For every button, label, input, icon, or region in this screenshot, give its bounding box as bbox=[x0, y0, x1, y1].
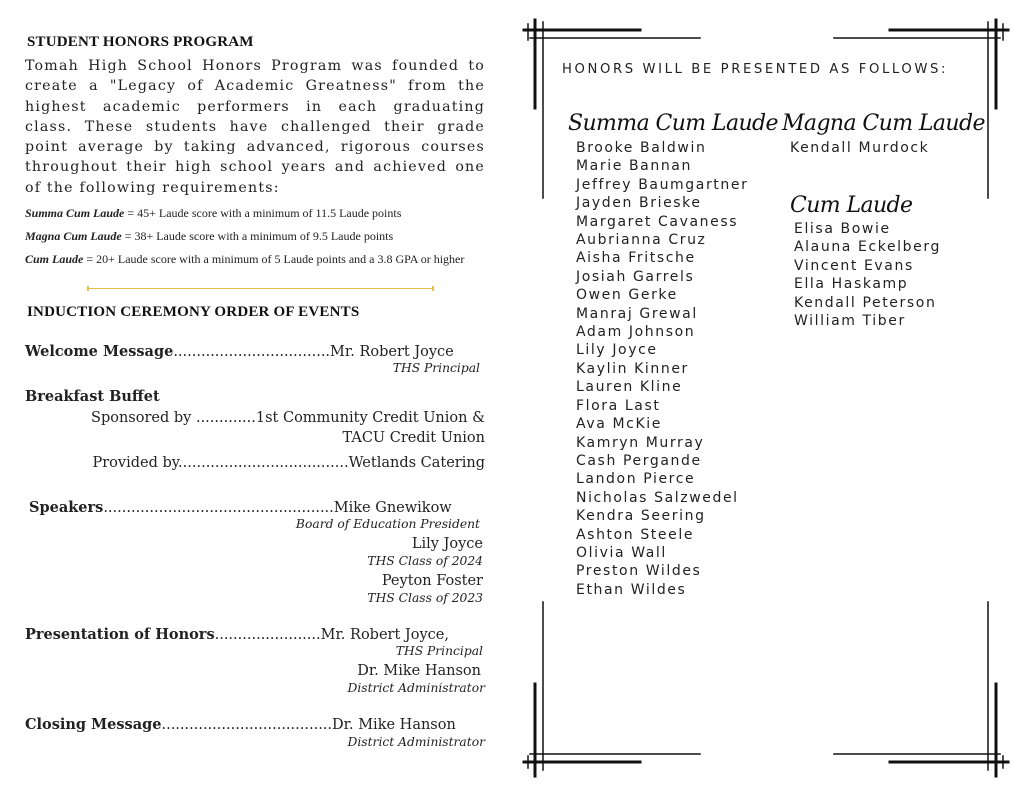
event-person: Mike Gnewikow bbox=[333, 500, 452, 516]
honoree-name: Jeffrey Baumgartner bbox=[576, 176, 749, 193]
requirement-label: Cum Laude bbox=[25, 252, 84, 266]
breakfast-sponsor-line1: Sponsored by .............1st Community Credit Union & bbox=[91, 410, 485, 426]
honoree-name: Nicholas Salzwedel bbox=[576, 489, 739, 506]
honoree-name: Brooke Baldwin bbox=[576, 140, 707, 156]
requirement-text: = 20+ Laude score with a minimum of 5 Laude points and a 3.8 GPA or higher bbox=[83, 252, 465, 266]
event-dots: .................................. bbox=[173, 344, 331, 360]
summa-name-list bbox=[576, 139, 748, 599]
honoree-name: Kendall Peterson bbox=[794, 294, 937, 311]
honoree-name: Ethan Wildes bbox=[576, 581, 687, 598]
speaker-role: THS Class of 2024 bbox=[367, 554, 483, 568]
event-label: Closing Message bbox=[25, 716, 162, 733]
requirement-label: Summa Cum Laude bbox=[25, 206, 125, 220]
event-person: Mr. Robert Joyce, bbox=[320, 627, 449, 643]
honoree-name: Cash Pergande bbox=[576, 452, 702, 469]
event-label: Speakers bbox=[29, 499, 104, 516]
event-role: District Administrator bbox=[347, 735, 485, 749]
honoree-name: Ella Haskamp bbox=[794, 276, 909, 293]
honoree-name: Manraj Grewal bbox=[576, 305, 698, 322]
requirement-text: = 38+ Laude score with a minimum of 9.5 Laude points bbox=[121, 229, 394, 243]
speaker-name: Peyton Foster bbox=[381, 573, 483, 589]
cum-name-list bbox=[794, 220, 941, 330]
event-person: Mr. Robert Joyce bbox=[330, 344, 454, 360]
honoree-name: Adam Johnson bbox=[576, 324, 696, 341]
event-dots: .................................................. bbox=[103, 500, 334, 516]
honoree-name: Marie Bannan bbox=[576, 158, 692, 175]
program-heading: STUDENT HONORS PROGRAM bbox=[27, 34, 254, 50]
requirement-text: = 45+ Laude score with a minimum of 11.5 Laude points bbox=[124, 206, 402, 220]
honoree-name: Aisha Fritsche bbox=[576, 250, 696, 267]
breakfast-provider: Provided by.....................................Wetlands Catering bbox=[92, 455, 485, 471]
honoree-name: Jayden Brieske bbox=[576, 195, 702, 212]
event-label: Presentation of Honors bbox=[25, 626, 215, 643]
presenter-role: District Administrator bbox=[347, 681, 485, 695]
speaker-role: THS Class of 2023 bbox=[367, 591, 483, 605]
honoree-name: Alauna Eckelberg bbox=[794, 239, 941, 256]
magna-title: Magna Cum Laude bbox=[782, 111, 985, 136]
event-role: THS Principal bbox=[395, 644, 483, 658]
honoree-name: Margaret Cavaness bbox=[576, 213, 739, 230]
event-role: Board of Education President bbox=[295, 517, 480, 531]
event-label: Welcome Message bbox=[25, 343, 174, 360]
honoree-name: Kamryn Murray bbox=[576, 434, 705, 451]
honoree-name: Lauren Kline bbox=[576, 379, 683, 396]
magna-name-list bbox=[790, 139, 929, 157]
honoree-name: Olivia Wall bbox=[576, 544, 667, 561]
requirement-label: Magna Cum Laude bbox=[25, 229, 122, 243]
speaker-name: Lily Joyce bbox=[411, 536, 483, 552]
honoree-name: Lily Joyce bbox=[576, 342, 658, 359]
honoree-name: Kendall Murdock bbox=[790, 140, 930, 156]
honoree-name: Elisa Bowie bbox=[794, 221, 891, 237]
presented-heading: HONORS WILL BE PRESENTED AS FOLLOWS: bbox=[562, 62, 949, 77]
honoree-name: Josiah Garrels bbox=[576, 268, 695, 285]
event-dots: ..................................... bbox=[161, 717, 333, 733]
honoree-name: William Tiber bbox=[794, 313, 906, 330]
event-dots: ....................... bbox=[214, 627, 321, 643]
cum-title: Cum Laude bbox=[790, 193, 913, 218]
honoree-name: Ava McKie bbox=[576, 416, 662, 433]
honoree-name: Flora Last bbox=[576, 397, 661, 414]
honoree-name: Ashton Steele bbox=[576, 526, 695, 543]
presenter-name: Dr. Mike Hanson bbox=[357, 663, 481, 679]
breakfast-sponsor-line2: TACU Credit Union bbox=[342, 430, 485, 446]
program-intro: Tomah High School Honors Program was founded to create a "Legacy of Academic Greatness" from the highest academic performers in each graduating class. These students have challenged their grade point average by taking advanced, rigorous courses throughout their high school years and achieved one of the following requirements: bbox=[25, 58, 485, 196]
summa-title: Summa Cum Laude bbox=[568, 111, 778, 136]
honoree-name: Aubrianna Cruz bbox=[576, 232, 707, 249]
event-role: THS Principal bbox=[392, 361, 480, 375]
event-label: Breakfast Buffet bbox=[25, 388, 160, 405]
event-person: Dr. Mike Hanson bbox=[332, 717, 456, 733]
honoree-name: Preston Wildes bbox=[576, 563, 702, 580]
honoree-name: Vincent Evans bbox=[794, 257, 914, 274]
honoree-name: Landon Pierce bbox=[576, 471, 696, 488]
honoree-name: Owen Gerke bbox=[576, 287, 678, 304]
ceremony-heading: INDUCTION CEREMONY ORDER OF EVENTS bbox=[27, 304, 360, 320]
honoree-name: Kaylin Kinner bbox=[576, 360, 689, 377]
honoree-name: Kendra Seering bbox=[576, 508, 706, 525]
